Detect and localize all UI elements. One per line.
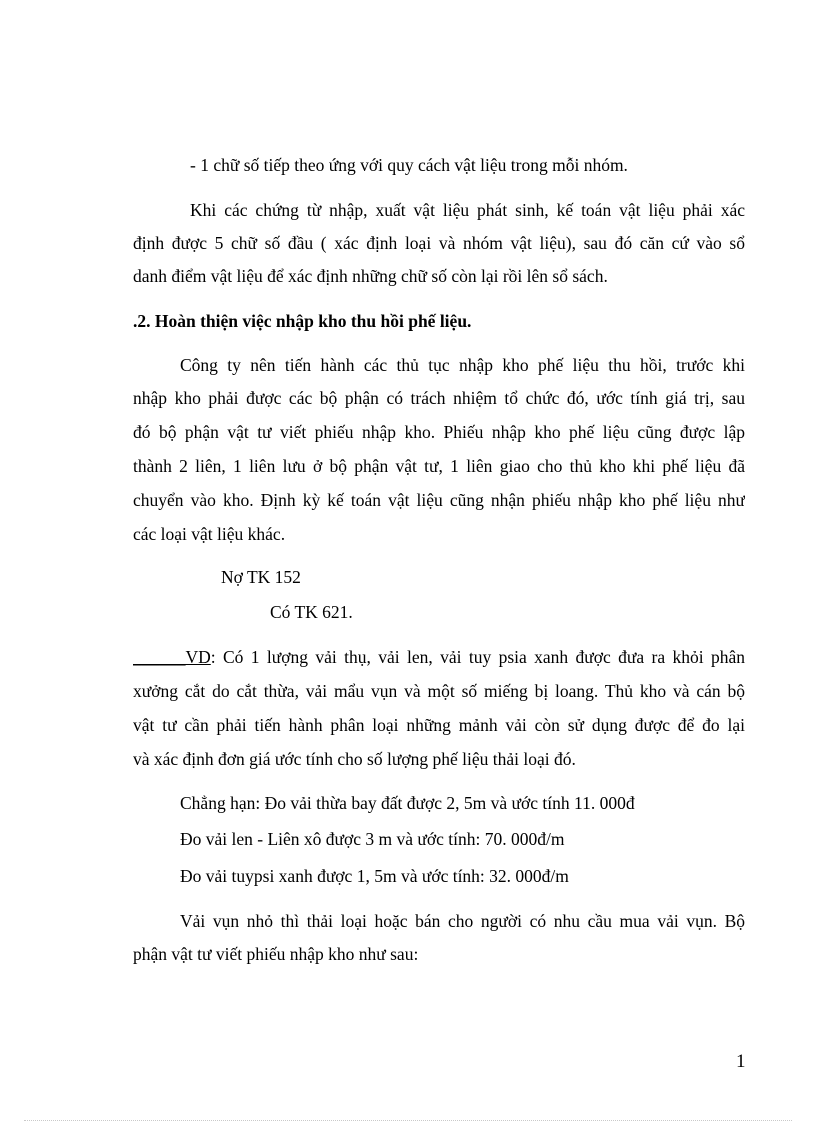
text-line: danh điểm vật liệu để xác định những chữ số còn lại rồi lên sổ sách.: [133, 266, 608, 286]
text-line: phận vật tư viết phiếu nhập kho như sau:: [133, 944, 419, 964]
text-line: Vải vụn nhỏ thì thải loại hoặc bán cho người có nhu cầu mua vải vụn. Bộ: [180, 911, 745, 931]
example-label: ______VD: [133, 647, 211, 667]
footer-divider: [24, 1120, 792, 1121]
text-line: định được 5 chữ số đầu ( xác định loại và nhóm vật liệu), sau đó căn cứ vào sổ: [133, 233, 745, 253]
example-item: Chẳng hạn: Đo vải thừa bay đất được 2, 5m và ước tính 11. 000đ: [180, 793, 635, 813]
text-line: - 1 chữ số tiếp theo ứng với quy cách vật liệu trong mỗi nhóm.: [190, 155, 628, 175]
example-item: Đo vải tuypsi xanh được 1, 5m và ước tính: 32. 000đ/m: [180, 866, 569, 886]
section-heading: .2. Hoàn thiện việc nhập kho thu hồi phế liệu.: [133, 311, 472, 331]
text-line: vật tư cần phải tiến hành phân loại những mảnh vải còn sử dụng được để đo lại: [133, 715, 745, 735]
text-line: Khi các chứng từ nhập, xuất vật liệu phát sinh, kế toán vật liệu phải xác: [190, 200, 745, 220]
text-line: Công ty nên tiến hành các thủ tục nhập kho phế liệu thu hồi, trước khi: [180, 355, 745, 375]
text-line: chuyển vào kho. Định kỳ kế toán vật liệu cũng nhận phiếu nhập kho phế liệu như: [133, 490, 745, 510]
example-item: Đo vải len - Liên xô được 3 m và ước tính: 70. 000đ/m: [180, 829, 565, 849]
example-text: : Có 1 lượng vải thụ, vải len, vải tuy psia xanh được đưa ra khỏi phân: [210, 647, 745, 667]
text-line: xưởng cắt do cắt thừa, vải mẩu vụn và một số miếng bị loang. Thủ kho và cán bộ: [133, 681, 745, 701]
text-line: các loại vật liệu khác.: [133, 524, 286, 544]
credit-entry: Có TK 621.: [270, 602, 353, 622]
page-number: 1: [736, 1051, 746, 1072]
text-line: [133, 646, 745, 668]
text-line: đó bộ phận vật tư viết phiếu nhập kho. Phiếu nhập kho phế liệu cũng được lập: [133, 422, 745, 442]
text-line: nhập kho phải được các bộ phận có trách nhiệm tổ chức đó, ước tính giá trị, sau: [133, 388, 745, 408]
text-line: thành 2 liên, 1 liên lưu ở bộ phận vật tư, 1 liên giao cho thủ kho khi phế liệu đã: [133, 456, 745, 476]
debit-entry: Nợ TK 152: [221, 567, 301, 587]
text-line: và xác định đơn giá ước tính cho số lượng phế liệu thải loại đó.: [133, 749, 576, 769]
